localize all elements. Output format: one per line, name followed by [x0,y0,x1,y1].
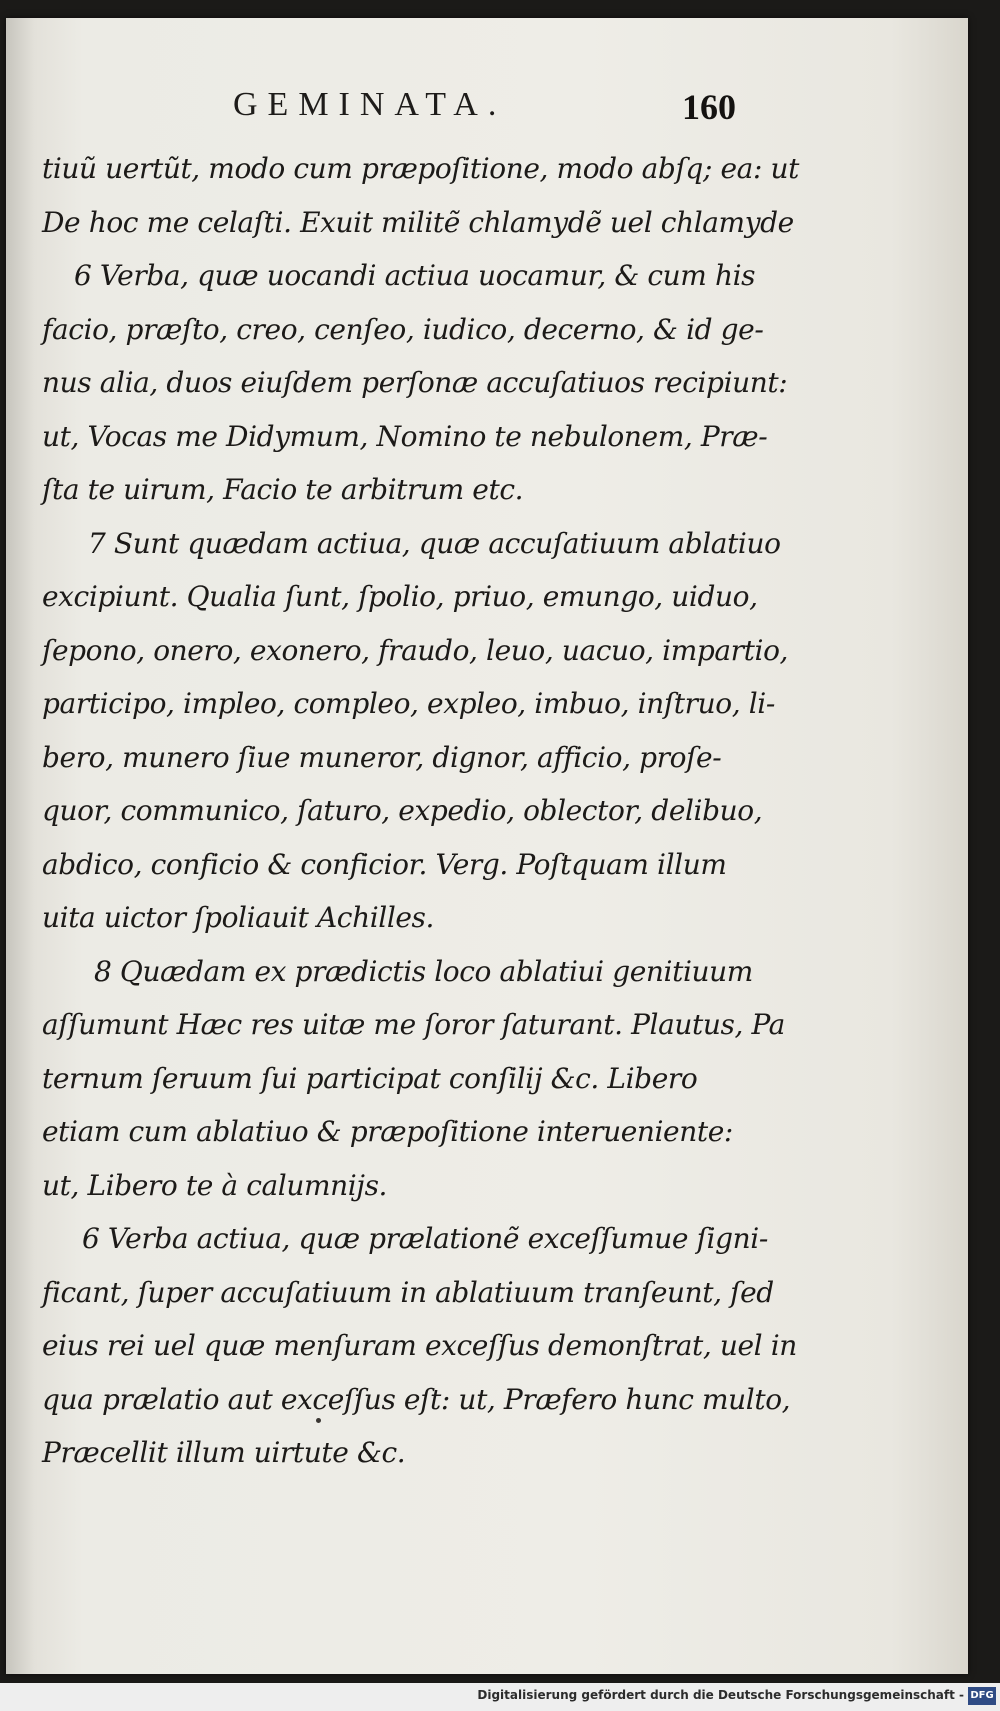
text-line: excipiunt. Qualia ſunt, ſpolio, priuo, emungo, uiduo, [42,580,758,613]
text-line: 8 Quædam ex prædictis loco ablatiui genitiuum [94,954,753,988]
body-text [42,142,799,1480]
text-line: quor, communico, ſaturo, expedio, oblector, delibuo, [42,794,763,827]
text-line: ut, Libero te à calumnijs. [42,1168,388,1202]
dfg-logo-icon: DFG [968,1687,996,1705]
text-line: participo, impleo, compleo, expleo, imbuo, inſtruo, li- [42,687,775,720]
page-header [6,86,968,136]
text-line: nus alia, duos eiuſdem perſonæ accuſatiuos recipiunt: [42,366,788,399]
text-line: tiuũ uertũt, modo cum præpoſitione, modo abſq; ea: ut [42,152,799,185]
text-line: 6 Verba, quæ uocandi actiua uocamur, & cum his [74,259,756,292]
text-line: bero, munero ſiue muneror, dignor, afficio, proſe- [42,740,722,774]
text-line: ut, Vocas me Didymum, Nomino te nebulonem, Præ- [42,419,768,453]
text-line: qua prælatio aut exceſſus eſt: ut, Præfero hunc multo, [42,1382,791,1416]
text-line: ficant, ſuper accuſatiuum in ablatiuum tranſeunt, ſed [42,1275,774,1309]
digitization-footer [0,1683,1000,1711]
text-line: etiam cum ablatiuo & præpoſitione interueniente: [42,1115,733,1148]
page-number: 160 [682,87,736,127]
text-line: De hoc me celaſti. Exuit militẽ chlamydẽ uel chlamyde [42,205,794,239]
running-head: GEMINATA. [233,86,507,123]
text-line: 7 Sunt quædam actiua, quæ accuſatiuum ablatiuo [88,526,781,560]
text-line: ſta te uirum, Facio te arbitrum etc. [42,473,524,506]
text-line: abdico, conficio & conficior. Verg. Poſtquam illum [42,847,727,881]
ink-speck [316,1418,321,1423]
text-line: Præcellit illum uirtute &c. [42,1436,406,1469]
text-line: aſſumunt Hæc res uitæ me ſoror ſaturant. Plautus, Pa [42,1008,785,1041]
funding-credit: Digitalisierung gefördert durch die Deutsche Forschungsgemeinschaft - [477,1688,964,1702]
book-page [6,18,968,1674]
text-line: uita uictor ſpoliauit Achilles. [42,901,435,934]
text-line: facio, præſto, creo, cenſeo, iudico, decerno, & id ge- [42,312,764,346]
text-line: ternum ſeruum ſui participat conſilij &c. Libero [42,1061,698,1095]
text-line: eius rei uel quæ menſuram exceſſus demonſtrat, uel in [42,1329,797,1362]
text-line: ſepono, onero, exonero, fraudo, leuo, uacuo, impartio, [42,633,789,667]
text-line: 6 Verba actiua, quæ prælationẽ exceſſumue ſigni- [82,1222,768,1255]
